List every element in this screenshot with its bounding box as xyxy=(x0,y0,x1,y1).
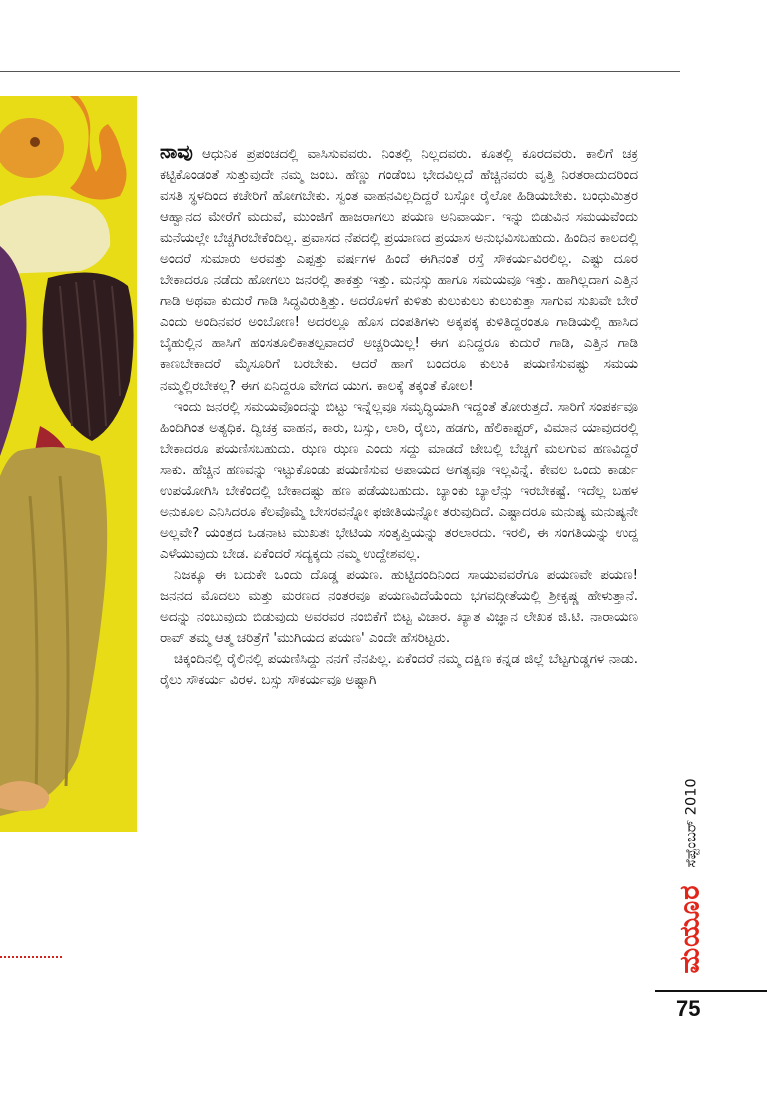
magazine-name: ಮಯೂರ xyxy=(675,884,707,974)
issue-date xyxy=(666,768,718,878)
page-number: 75 xyxy=(676,996,701,1021)
article-paragraph: ಚಿಕ್ಕಂದಿನಲ್ಲಿ ರೈಲಿನಲ್ಲಿ ಪಯಣಿಸಿದ್ದು ನನಗೆ ನೆನಪಿಲ್ಲ. ಏಕೆಂದರೆ ನಮ್ಮ ದಕ್ಷಿಣ ಕನ್ನಡ ಜಿಲ್ಲೆ ಬೆಟ್ಟಗುಡ್ಡಗಳ ನಾಡು. ರೈಲು ಸೌಕರ್ಯ ವಿರಳ. ಬಸ್ಸು ಸೌಕರ್ಯವೂ ಅಷ್ಟಾಗಿ xyxy=(160,652,638,689)
article-paragraph: ನಿಜಕ್ಕೂ ಈ ಬದುಕೇ ಒಂದು ದೊಡ್ಡ ಪಯಣ. ಹುಟ್ಟಿದಂದಿನಿಂದ ಸಾಯುವವರೆಗೂ ಪಯಣವೇ ಪಯಣ! ಜನನದ ಮೊದಲು ಮತ್ತು ಮರಣದ ನಂತರವೂ ಪಯಣವಿದೆಯೆಂದು ಭಗವದ್ಗೀತೆಯಲ್ಲಿ ಶ್ರೀಕೃಷ್ಣ ಹೇಳುತ್ತಾನೆ. ಅದನ್ನು ನಂಬುವುದು ಬಿಡುವುದು ಅವರವರ ನಂಬಿಕೆಗೆ ಬಿಟ್ಟ ವಿಚಾರ. ಖ್ಯಾತ ವಿಜ್ಞಾನ ಲೇಖಕ ಜಿ.ಟಿ. ನಾರಾಯಣ ರಾವ್ ತಮ್ಮ ಆತ್ಮ ಚರಿತ್ರೆಗೆ 'ಮುಗಿಯದ ಪಯಣ' ಎಂದೇ ಹೆಸರಿಟ್ಟರು. xyxy=(160,567,638,647)
footer-rule xyxy=(655,990,767,992)
issue-date-text: ಸೆಪ್ಟೆಂಬರ್ 2010 xyxy=(684,778,701,868)
article-body xyxy=(160,142,638,691)
article-paragraph xyxy=(160,142,638,397)
magazine-logo xyxy=(666,884,716,974)
dropcap-word: ನಾವು xyxy=(160,141,193,163)
decorative-dotted-rule xyxy=(0,956,62,958)
painting-illustration xyxy=(0,96,137,832)
paragraph-text: ಆಧುನಿಕ ಪ್ರಪಂಚದಲ್ಲಿ ವಾಸಿಸುವವರು. ನಿಂತಲ್ಲಿ ನಿಲ್ಲದವರು. ಕೂತಲ್ಲಿ ಕೂರದವರು. ಕಾಲಿಗೆ ಚಕ್ರ ಕಟ್ಟಿಕೊಂಡಂತೆ ಸುತ್ತುವುದೇ ನಮ್ಮ ಜಂಬ. ಹೆಣ್ಣು ಗಂಡೆಂಬ ಭೇದವಿಲ್ಲದೆ ಹೆಚ್ಚಿನವರು ವೃತ್ತಿ ನಿರತರಾದುದರಿಂದ ವಸತಿ ಸ್ಥಳದಿಂದ ಕಚೇರಿಗೆ ಹೋಗಬೇಕು. ಸ್ವಂತ ವಾಹನವಿಲ್ಲದಿದ್ದರೆ ಬಸ್ಸೋ ರೈಲೋ ಹಿಡಿಯಬೇಕು. ಬಂಧುಮಿತ್ರರ ಆಹ್ವಾನದ ಮೇರೆಗೆ ಮದುವೆ, ಮುಂಜಿಗೆ ಹಾಜರಾಗಲು ಪಯಣ ಅನಿವಾರ್ಯ. ಇನ್ನು ಬಿಡುವಿನ ಸಮಯವೆಂದು ಮನೆಯಲ್ಲೇ ಬೆಚ್ಚಗಿರಬೇಕೆಂದಿಲ್ಲ. ಪ್ರವಾಸದ ನೆಪದಲ್ಲಿ ಪ್ರಯಾಣದ ಪ್ರಯಾಸ ಅನುಭವಿಸಬಹುದು. ಹಿಂದಿನ ಕಾಲದಲ್ಲಿ ಅಂದರೆ ಸುಮಾರು ಅರವತ್ತು ಎಪ್ಪತ್ತು ವರ್ಷಗಳ ಹಿಂದೆ ಈಗಿನಂತೆ ರಸ್ತೆ ಸೌಕರ್ಯವಿರಲಿಲ್ಲ. ಎಷ್ಟು ದೂರ ಬೇಕಾದರೂ ನಡೆದು ಹೋಗಲು ಜನರಲ್ಲಿ ತಾಕತ್ತು ಇತ್ತು. ಮನಸ್ಸು ಹಾಗೂ ಸಮಯವೂ ಇತ್ತು. ಹಾಗಿಲ್ಲದಾಗ ಎತ್ತಿನ ಗಾಡಿ ಅಥವಾ ಕುದುರೆ ಗಾಡಿ ಸಿದ್ಧವಿರುತ್ತಿತ್ತು. ಅದರೊಳಗೆ ಕುಳಿತು ಕುಲುಕುಲು ಕುಲುಕುತ್ತಾ ಸಾಗುವ ಸುಖವೇ ಬೇರೆ ಎಂದು ಅಂದಿನವರ ಅಂಬೋಣ! ಅದರಲ್ಲೂ ಹೊಸ ದಂಪತಿಗಳು ಅಕ್ಕಪಕ್ಕ ಕುಳಿತಿದ್ದರಂತೂ ಗಾಡಿಯಲ್ಲಿ ಹಾಸಿದ ಬೈಹುಲ್ಲಿನ ಹಾಸಿಗೆ ಹಂಸತೂಲಿಕಾತಲ್ಪವಾದರೆ ಅಚ್ಚರಿಯಿಲ್ಲ! ಈಗ ಏನಿದ್ದರೂ ಕುದುರೆ ಗಾಡಿ, ಎತ್ತಿನ ಗಾಡಿ ಕಾಣಬೇಕಾದರೆ ಮೈಸೂರಿಗೆ ಬರಬೇಕು. ಆದರೆ ಹಾಗೆ ಬಂದರೂ ಕುಲುಕಿ ಪಯಣಿಸುವಷ್ಟು ಸಮಯ ನಮ್ಮಲ್ಲಿರಬೇಕಲ್ಲ? ಈಗ ಏನಿದ್ದರೂ ವೇಗದ ಯುಗ. ಕಾಲಕ್ಕೆ ತಕ್ಕಂತೆ ಕೋಲ! xyxy=(160,147,638,394)
painting-art xyxy=(0,96,137,832)
article-paragraph: ಇಂದು ಜನರಲ್ಲಿ ಸಮಯವೊಂದನ್ನು ಬಿಟ್ಟು ಇನ್ನೆಲ್ಲವೂ ಸಮೃದ್ಧಿಯಾಗಿ ಇದ್ದಂತೆ ತೋರುತ್ತದೆ. ಸಾರಿಗೆ ಸಂಪರ್ಕವೂ ಹಿಂದಿಗಿಂತ ಅತ್ಯಧಿಕ. ದ್ವಿಚಕ್ರ ವಾಹನ, ಕಾರು, ಬಸ್ಸು, ಲಾರಿ, ರೈಲು, ಹಡಗು, ಹೆಲಿಕಾಪ್ಟರ್, ವಿಮಾನ ಯಾವುದರಲ್ಲಿ ಬೇಕಾದರೂ ಪಯಣಿಸಬಹುದು. ಝಣ ಝಣ ಎಂದು ಸದ್ದು ಮಾಡದೆ ಜೇಬಲ್ಲಿ ಬೆಚ್ಚಗೆ ಮಲಗುವ ಹಣವಿದ್ದರೆ ಸಾಕು. ಹೆಚ್ಚಿನ ಹಣವನ್ನು ಇಟ್ಟುಕೊಂಡು ಪಯಣಿಸುವ ಅಪಾಯದ ಅಗತ್ಯವೂ ಇಲ್ಲವಿನ್ನೆ. ಕೇವಲ ಒಂದು ಕಾರ್ಡು ಉಪಯೋಗಿಸಿ ಬೇಕೆಂದಲ್ಲಿ ಬೇಕಾದಷ್ಟು ಹಣ ಪಡೆಯಬಹುದು. ಬ್ಯಾಂಕು ಬ್ಯಾಲೆನ್ಸು ಇರಬೇಕಷ್ಟೆ. ಇದೆಲ್ಲ ಬಹಳ ಅನುಕೂಲ ಎನಿಸಿದರೂ ಕೆಲವೊಮ್ಮೆ ಬೇಸರವನ್ನೋ ಫಜೀತಿಯನ್ನೋ ತರುವುದಿದೆ. ಎಷ್ಟಾದರೂ ಮನುಷ್ಯ ಮನುಷ್ಯನೇ ಅಲ್ಲವೇ? ಯಂತ್ರದ ಒಡನಾಟ ಮುಖತಃ ಭೇಟಿಯ ಸಂತೃಪ್ತಿಯನ್ನು ತರಲಾರದು. ಇರಲಿ, ಈ ಸಂಗತಿಯನ್ನು ಉದ್ದ ಎಳೆಯುವುದು ಬೇಡ. ಏಕೆಂದರೆ ಸದ್ಯಕ್ಕದು ನಮ್ಮ ಉದ್ದೇಶವಲ್ಲ. xyxy=(160,399,638,562)
header-rule xyxy=(0,71,680,72)
